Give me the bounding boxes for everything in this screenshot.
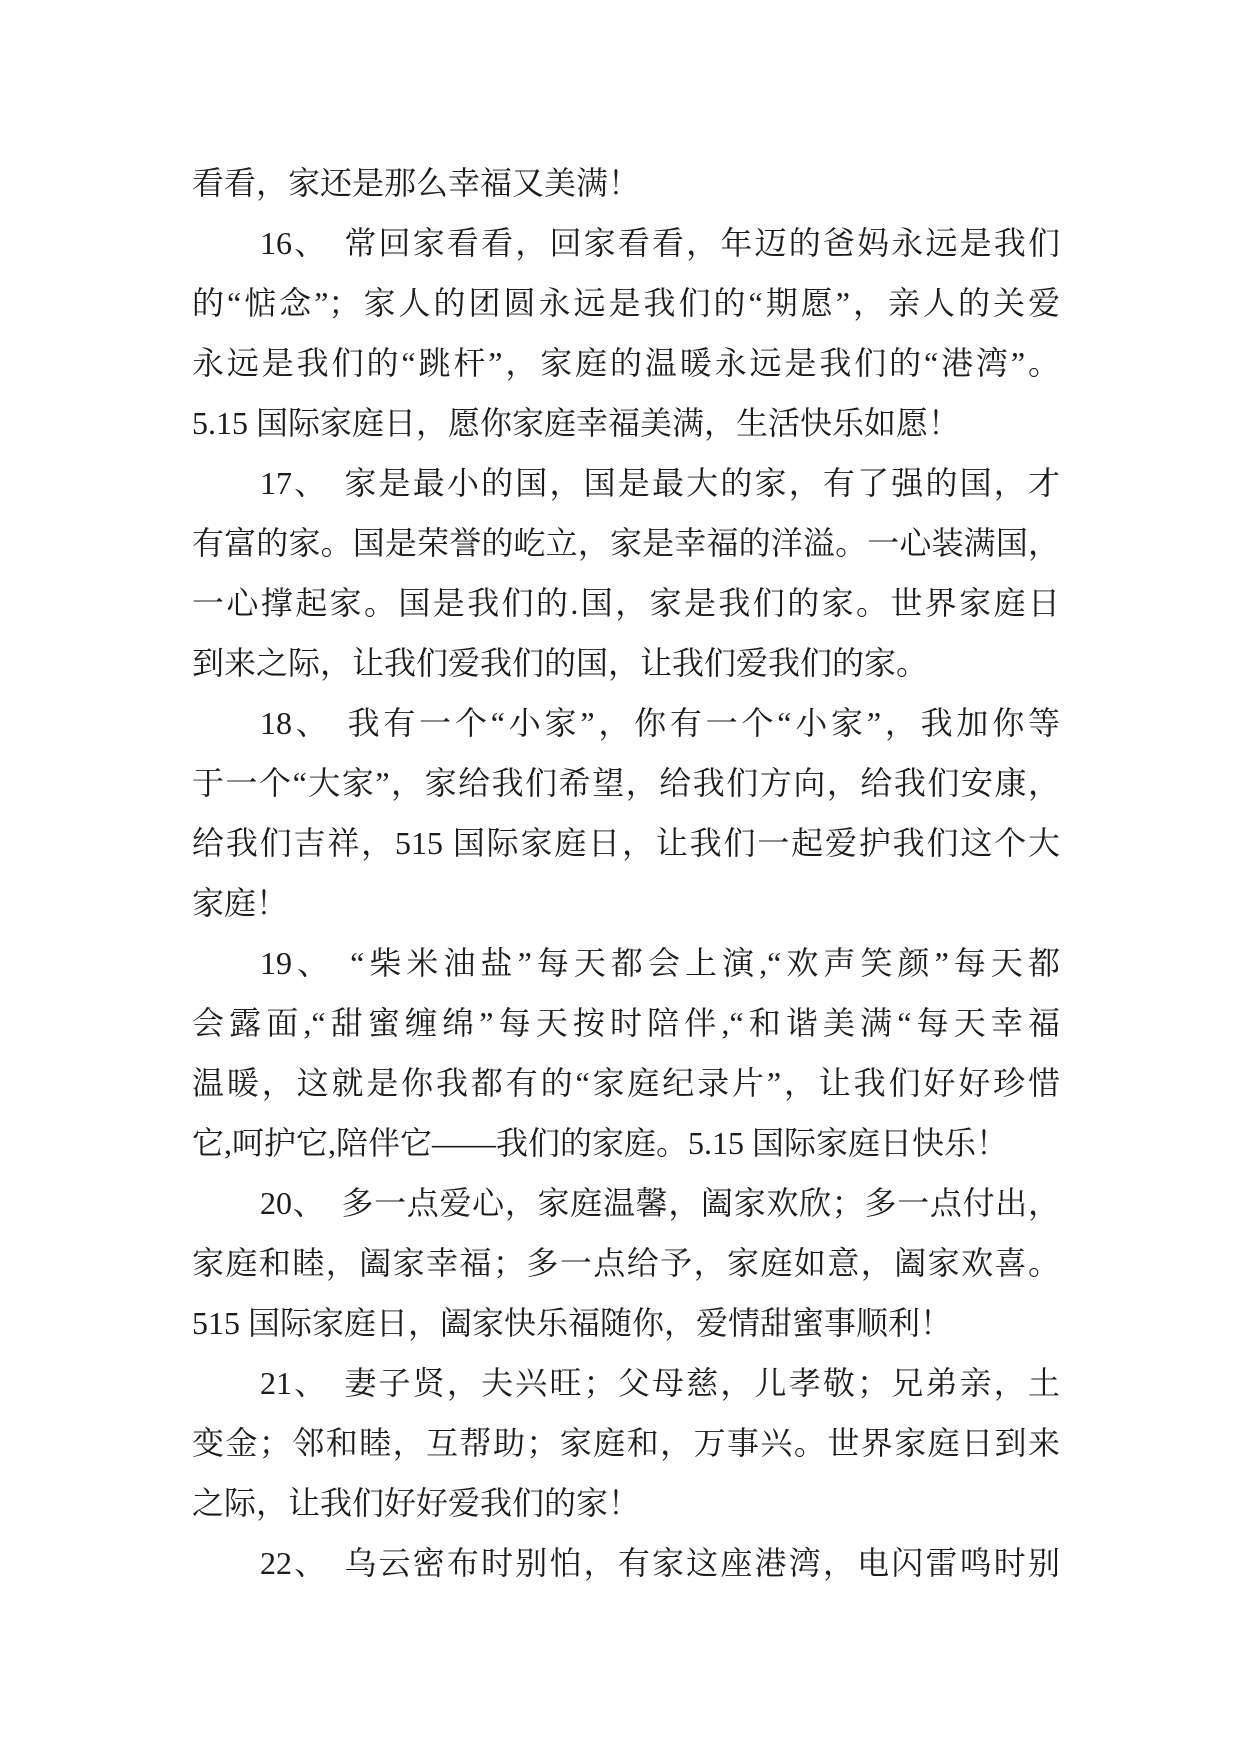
list-item-21 — [192, 1353, 1060, 1533]
list-item-16 — [192, 213, 1060, 453]
line-text: 家是最小的国，国是最大的家，有了强的国，才 — [344, 465, 1060, 501]
line-text: “柴米油盐”每天都会上演,“欢声笑颜”每天都 — [350, 945, 1060, 981]
text-line — [192, 453, 1060, 513]
text-line: 给我们吉祥，515 国际家庭日，让我们一起爱护我们这个大 — [192, 825, 1060, 861]
text-line — [192, 1173, 1060, 1233]
text-line — [192, 1533, 1060, 1593]
text-line: 到来之际，让我们爱我们的国，让我们爱我们的家。 — [192, 645, 929, 681]
text-line: 家庭！ — [192, 885, 289, 921]
text-line: 于一个“大家”，家给我们希望，给我们方向，给我们安康， — [192, 765, 1060, 801]
paragraph-continued — [192, 153, 1060, 213]
body-text — [192, 153, 1060, 1593]
text-line — [192, 1353, 1060, 1413]
text-line: 永远是我们的“跳杆”，家庭的温暖永远是我们的“港湾”。 — [192, 345, 1060, 381]
item-number: 21、 — [260, 1365, 329, 1401]
line-text: 常回家看看，回家看看，年迈的爸妈永远是我们 — [344, 225, 1060, 261]
text-line: 515 国际家庭日，阖家快乐福随你，爱情甜蜜事顺利！ — [192, 1305, 953, 1341]
item-number: 18、 — [260, 705, 332, 741]
line-text: 妻子贤，夫兴旺；父母慈，儿孝敬；兄弟亲，土 — [344, 1365, 1060, 1401]
list-item-17 — [192, 453, 1060, 693]
item-number: 22、 — [260, 1545, 329, 1581]
list-item-20 — [192, 1173, 1060, 1353]
item-number: 17、 — [260, 465, 329, 501]
list-item-18 — [192, 693, 1060, 933]
line-text: 乌云密布时别怕，有家这座港湾，电闪雷鸣时别 — [344, 1545, 1060, 1581]
text-line: 有富的家。国是荣誉的屹立，家是幸福的洋溢。一心装满国， — [192, 525, 1060, 561]
text-line: 看看，家还是那么幸福又美满！ — [192, 165, 641, 201]
item-number: 20、 — [260, 1185, 326, 1221]
text-line: 的“惦念”；家人的团圆永远是我们的“期愿”，亲人的关爱 — [192, 285, 1060, 321]
text-line: 它,呵护它,陪伴它——我们的家庭。5.15 国际家庭日快乐！ — [192, 1125, 1009, 1161]
text-line — [192, 213, 1060, 273]
text-line — [192, 693, 1060, 753]
line-text: 我有一个“小家”，你有一个“小家”，我加你等 — [347, 705, 1060, 741]
line-text: 多一点爱心，家庭温馨，阖家欢欣；多一点付出， — [341, 1185, 1060, 1221]
text-line: 温暖，这就是你我都有的“家庭纪录片”，让我们好好珍惜 — [192, 1065, 1060, 1101]
text-line: 5.15 国际家庭日，愿你家庭幸福美满，生活快乐如愿！ — [192, 405, 961, 441]
item-number: 19、 — [260, 945, 335, 981]
list-item-22 — [192, 1533, 1060, 1593]
text-line: 家庭和睦，阖家幸福；多一点给予，家庭如意，阖家欢喜。 — [192, 1245, 1060, 1281]
item-number: 16、 — [260, 225, 329, 261]
text-line: 一心撑起家。国是我们的.国，家是我们的家。世界家庭日 — [192, 585, 1060, 621]
text-line — [192, 933, 1060, 993]
text-line: 变金；邻和睦，互帮助；家庭和，万事兴。世界家庭日到来 — [192, 1425, 1060, 1461]
list-item-19 — [192, 933, 1060, 1173]
text-line: 之际，让我们好好爱我们的家！ — [192, 1485, 641, 1521]
text-line: 会露面,“甜蜜缠绵”每天按时陪伴,“和谐美满“每天幸福 — [192, 1005, 1060, 1041]
